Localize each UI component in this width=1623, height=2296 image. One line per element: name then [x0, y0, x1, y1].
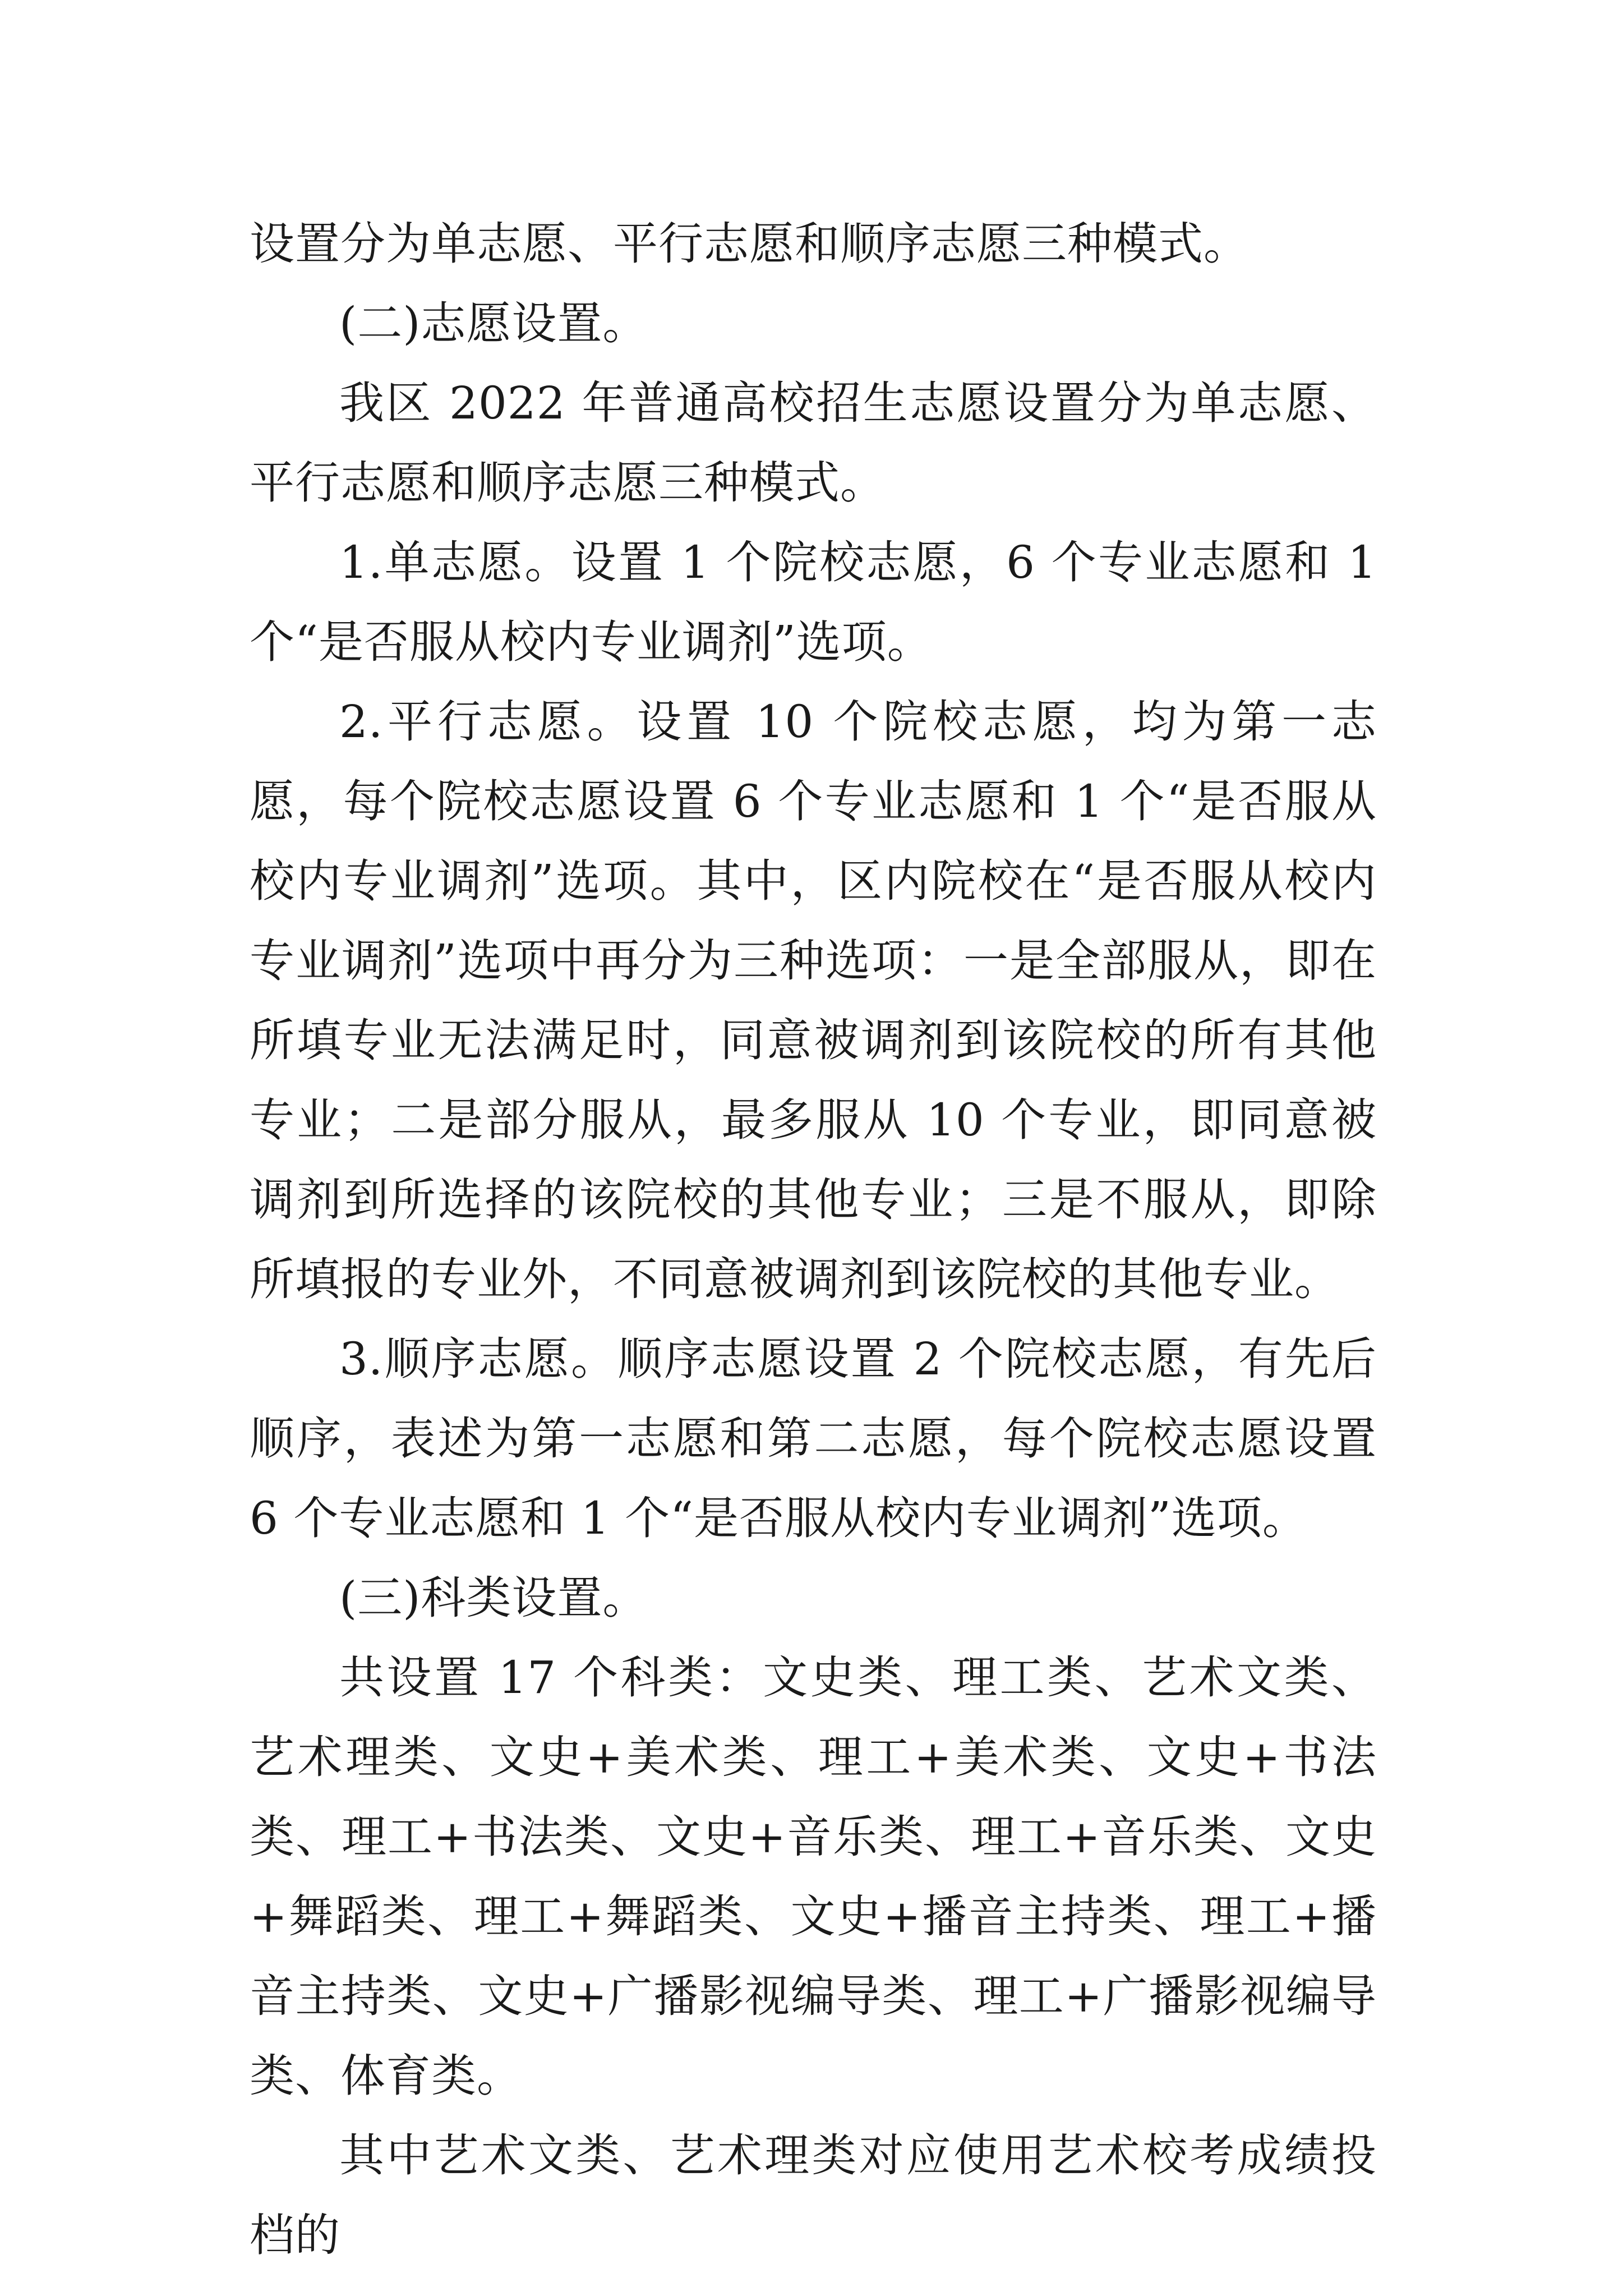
- paragraph-single-volunteer: 1.单志愿。设置 1 个院校志愿，6 个专业志愿和 1 个“是否服从校内专业调剂”选项。: [250, 536, 1377, 668]
- paragraph-art-category: 其中艺术文类、艺术理类对应使用艺术校考成绩投档的: [250, 2129, 1377, 2261]
- section-heading-volunteer-setup: (二)志愿设置。: [339, 297, 648, 349]
- paragraph-category-list: 共设置 17 个科类：文史类、理工类、艺术文类、艺术理类、文史+美术类、理工+美术类、文史+书法类、理工+书法类、文史+音乐类、理工+音乐类、文史+舞蹈类、理工+舞蹈类、文史+播音主持类、理工+播音主持类、文史+广播影视编导类、理工+广播影视编导类、体育类。: [250, 1651, 1377, 2102]
- section-heading-category-setup: (三)科类设置。: [339, 1572, 648, 1624]
- paragraph-sequential-volunteer: 3.顺序志愿。顺序志愿设置 2 个院校志愿，有先后顺序，表述为第一志愿和第二志愿，每个院校志愿设置 6 个专业志愿和 1 个“是否服从校内专业调剂”选项。: [250, 1333, 1377, 1544]
- paragraph-continuation: 设置分为单志愿、平行志愿和顺序志愿三种模式。: [250, 218, 1249, 270]
- paragraph-parallel-volunteer: 2.平行志愿。设置 10 个院校志愿，均为第一志愿，每个院校志愿设置 6 个专业志愿和 1 个“是否服从校内专业调剂”选项。其中，区内院校在“是否服从校内专业调剂”选项中再分为三种选项：一是全部服从，即在所填专业无法满足时，同意被调剂到该院校的所有其他专业；二是部分服从，最多服从 10 个专业，即同意被调剂到所选择的该院校的其他专业；三是不服从，即除所填报的专业外，不同意被调剂到该院校的其他专业。: [250, 696, 1377, 1305]
- paragraph-overview: 我区 2022 年普通高校招生志愿设置分为单志愿、平行志愿和顺序志愿三种模式。: [250, 377, 1377, 509]
- document-body: [250, 204, 1377, 2275]
